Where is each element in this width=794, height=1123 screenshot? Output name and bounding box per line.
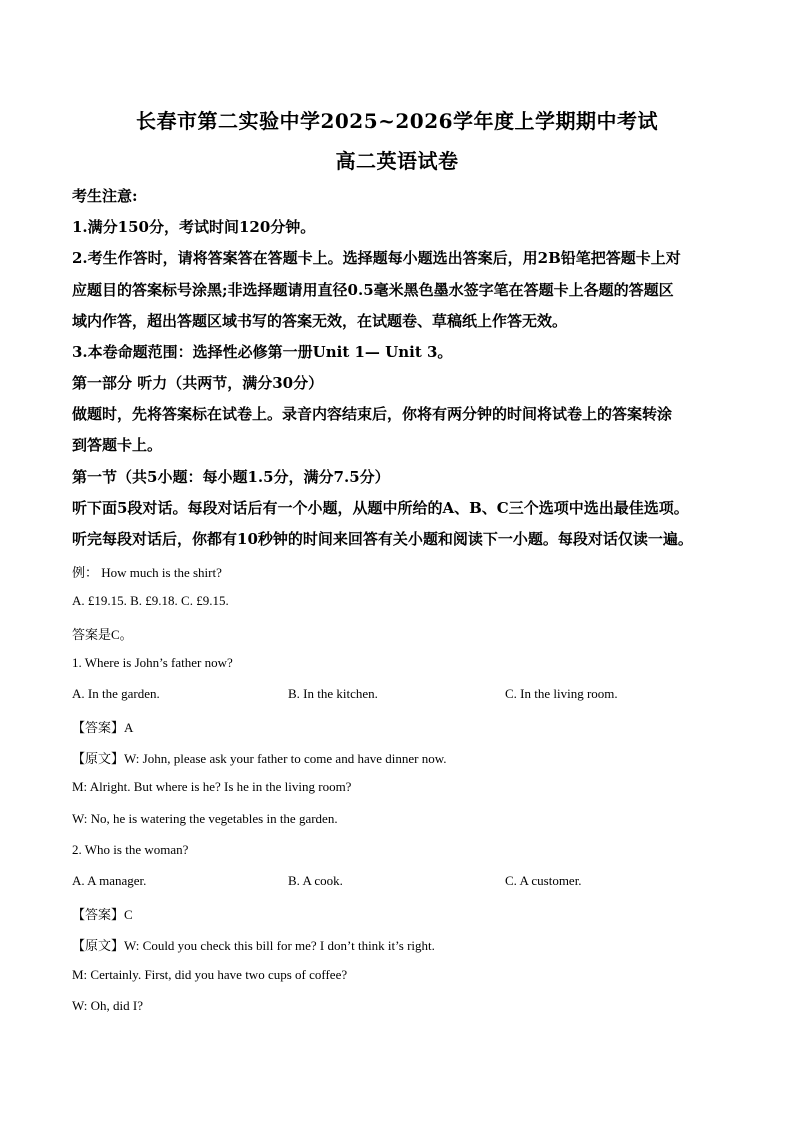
notice-item-2-line-3: 域内作答，超出答题区域书写的答案无效，在试题卷、草稿纸上作答无效。: [72, 312, 568, 330]
part1-heading: 第一部分 听力（共两节，满分30分）: [72, 374, 324, 392]
question-1-transcript-3: W: No, he is watering the vegetables in the garden.: [72, 811, 338, 826]
question-2-option-b: B. A cook.: [288, 873, 343, 888]
question-1-option-c: C. In the living room.: [505, 686, 618, 701]
notice-item-2-line-1: 2.考生作答时，请将答案答在答题卡上。选择题每小题选出答案后，用2B铅笔把答题卡上对: [72, 249, 681, 267]
example-answer: 答案是C。: [72, 627, 133, 642]
question-2-transcript-3: W: Oh, did I?: [72, 998, 143, 1013]
question-1-option-a: A. In the garden.: [72, 686, 160, 701]
question-1-answer: 【答案】A: [72, 720, 134, 735]
notice-item-1: 1.满分150分，考试时间120分钟。: [72, 218, 316, 236]
section1-instruction-line-1: 听下面5段对话。每段对话后有一个小题，从题中所给的A、B、C三个选项中选出最佳选项。: [72, 499, 689, 517]
question-1-option-b: B. In the kitchen.: [288, 686, 378, 701]
question-2-transcript-1: 【原文】W: Could you check this bill for me? I don’t think it’s right.: [72, 938, 435, 953]
question-2-text: 2. Who is the woman?: [72, 842, 189, 857]
notice-item-3: 3.本卷命题范围：选择性必修第一册Unit 1— Unit 3。: [72, 343, 453, 361]
notice-item-2-line-2: 应题目的答案标号涂黑;非选择题请用直径0.5毫米黑色墨水签字笔在答题卡上各题的答题区: [72, 281, 674, 299]
part1-instruction-line-2: 到答题卡上。: [72, 436, 163, 454]
exam-subtitle: 高二英语试卷: [335, 149, 459, 173]
exam-title: 长春市第二实验中学2025~2026学年度上学期期中考试: [135, 109, 659, 133]
notice-heading: 考生注意:: [72, 187, 138, 205]
question-2-option-c: C. A customer.: [505, 873, 582, 888]
section1-instruction-line-2: 听完每段对话后，你都有10秒钟的时间来回答有关小题和阅读下一小题。每段对话仅读一遍。: [72, 530, 693, 548]
question-2-answer: 【答案】C: [72, 907, 133, 922]
question-1-transcript-1: 【原文】W: John, please ask your father to come and have dinner now.: [72, 751, 447, 766]
question-1-text: 1. Where is John’s father now?: [72, 655, 233, 670]
section1-heading: 第一节（共5小题：每小题1.5分，满分7.5分）: [72, 468, 390, 486]
question-1-transcript-2: M: Alright. But where is he? Is he in the living room?: [72, 779, 352, 794]
question-2-transcript-2: M: Certainly. First, did you have two cups of coffee?: [72, 967, 348, 982]
part1-instruction-line-1: 做题时，先将答案标在试卷上。录音内容结束后，你将有两分钟的时间将试卷上的答案转涂: [72, 405, 673, 423]
question-2-option-a: A. A manager.: [72, 873, 147, 888]
example-options: A. £19.15. B. £9.18. C. £9.15.: [72, 593, 229, 608]
example-question: 例： How much is the shirt?: [72, 565, 222, 580]
